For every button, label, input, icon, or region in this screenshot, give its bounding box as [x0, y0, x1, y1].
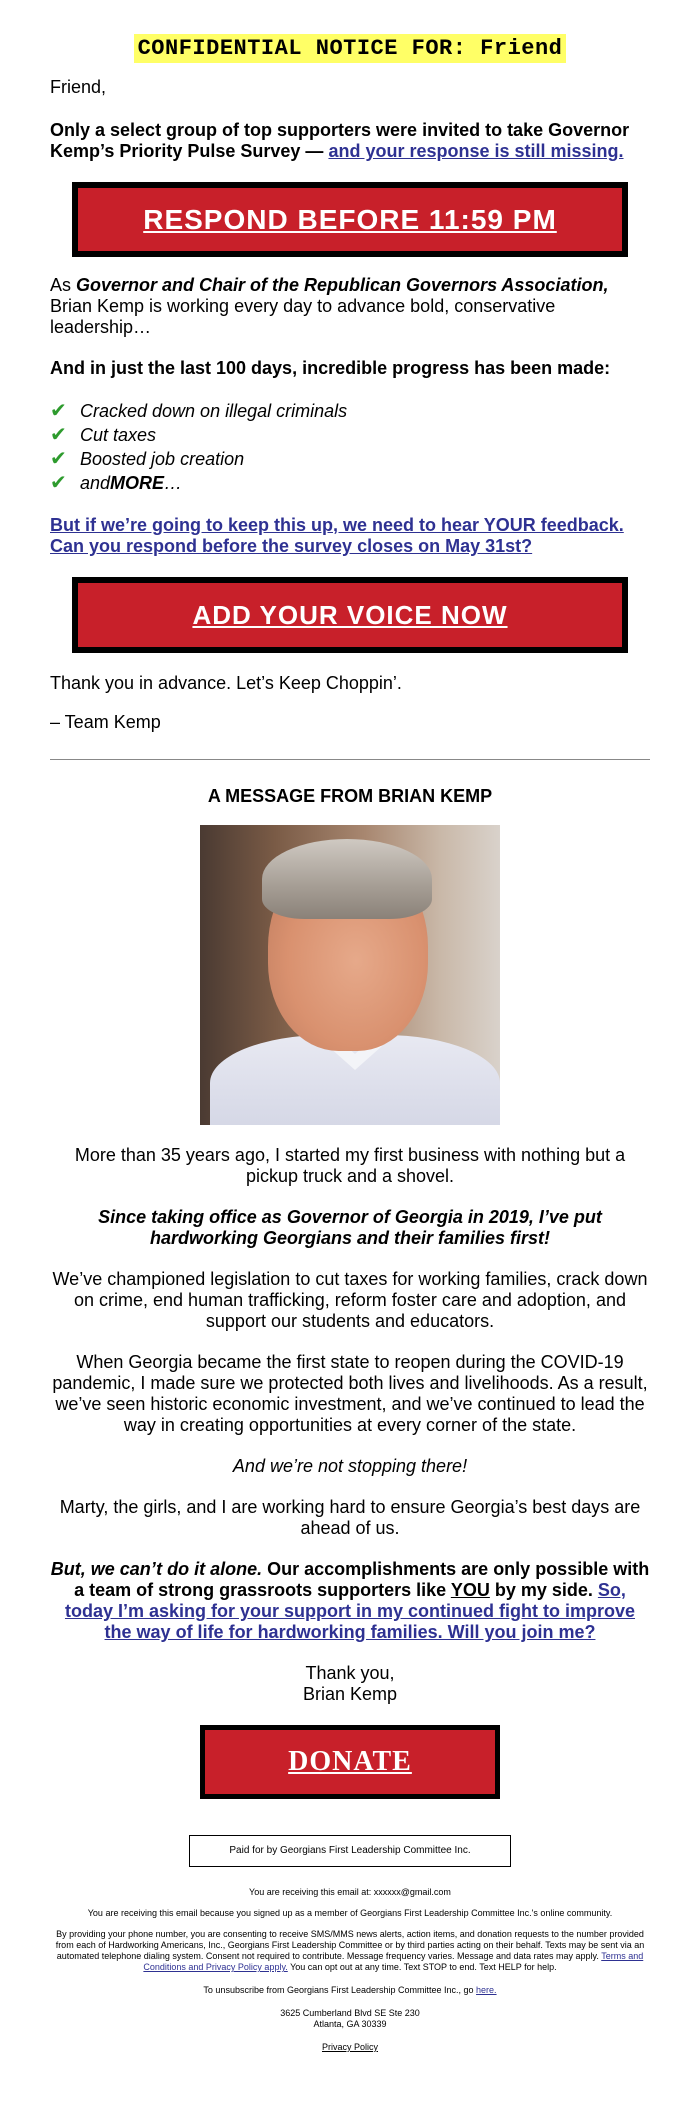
message-p6: Marty, the girls, and I are working hard to ensure Georgia’s best days are ahead of us. [59, 1497, 641, 1538]
message-p7-you: YOU [450, 1580, 490, 1600]
message-p1: More than 35 years ago, I started my first business with nothing but a pickup truck and a shovel. [74, 1145, 626, 1186]
thanks-line: Thank you in advance. Let’s Keep Choppin’. [50, 673, 402, 693]
checkmark-icon: ✔ [50, 448, 67, 470]
footer-email-line: You are receiving this email at: xxxxxx@gmail.com [249, 1887, 451, 1897]
brian-kemp-photo [200, 825, 500, 1125]
footer-unsub-text: To unsubscribe from Georgians First Leadership Committee Inc., go [203, 1985, 477, 1995]
list-item-more: MORE [110, 473, 165, 493]
message-p2: Since taking office as Governor of Georgia in 2019, I’ve put hardworking Georgians and their families first! [98, 1207, 602, 1248]
list-item [50, 471, 650, 495]
signoff: – Team Kemp [50, 712, 161, 732]
progress-heading: And in just the last 100 days, incredible progress has been made: [50, 358, 611, 378]
lead-paragraph [50, 120, 650, 162]
footer-sms-text: By providing your phone number, you are consenting to receive SMS/MMS news alerts, action items, and donation requests to the number provided from each of Hardworking Americans, Inc., Georgians First Leadership Committee or by third parties acting on their behalf. Texts may be sent via an automated telephone dialing system. Consent not required to contribute. Message frequency varies. Message and data rates may apply. [55, 1929, 645, 1961]
message-p7 [50, 1559, 650, 1643]
join-me-link[interactable]: So, today I’m asking for your support in my continued fight to improve the way of life for hardworking families. Will you join me? [64, 1580, 636, 1642]
photo-hair [262, 839, 432, 919]
list-item-suffix: … [164, 473, 183, 493]
donate-button[interactable]: DONATE [200, 1725, 500, 1799]
checkmark-icon: ✔ [50, 400, 67, 422]
feedback-link-2[interactable]: Can you respond before the survey closes on May 31st? [50, 536, 533, 556]
footer-sms-consent [50, 1929, 650, 1973]
feedback-ask [50, 515, 650, 557]
intro-prefix: As [50, 275, 77, 295]
respond-button[interactable]: RESPOND BEFORE 11:59 PM [72, 182, 628, 257]
list-item-text: Cut taxes [80, 425, 157, 445]
missing-response-link[interactable]: and your response is still missing. [328, 141, 624, 161]
checkmark-icon: ✔ [50, 424, 67, 446]
footer-address [50, 2008, 650, 2030]
add-voice-button[interactable]: ADD YOUR VOICE NOW [72, 577, 628, 653]
intro-rest: Brian Kemp is working every day to advance bold, conservative leadership… [50, 296, 556, 337]
paid-for-box: Paid for by Georgians First Leadership Committee Inc. [189, 1835, 511, 1867]
message-p5: And we’re not stopping there! [232, 1456, 468, 1476]
footer-signup-line: You are receiving this email because you signed up as a member of Georgians First Leadership Committee Inc.'s online community. [87, 1908, 613, 1918]
greeting: Friend, [50, 77, 107, 97]
list-item-prefix: and [80, 473, 111, 493]
lead-text: Only a select group of top supporters were invited to take Governor Kemp’s Priority Pulse Survey — [50, 120, 630, 161]
footer-unsubscribe [50, 1985, 650, 1996]
footer [50, 1887, 650, 2053]
terms-link[interactable]: Terms and Conditions and Privacy Policy apply. [143, 1951, 644, 1972]
message-title: A MESSAGE FROM BRIAN KEMP [207, 786, 493, 806]
divider [50, 759, 650, 760]
closing-thanks: Thank you, [305, 1663, 395, 1683]
list-item-text: Boosted job creation [80, 449, 245, 469]
message-p7-text2: by my side. [489, 1580, 598, 1600]
footer-privacy [50, 2042, 650, 2053]
list-item-text: Cracked down on illegal criminals [80, 401, 348, 421]
list-item [50, 399, 650, 423]
address-line-1: 3625 Cumberland Blvd SE Ste 230 [280, 2008, 420, 2018]
list-item [50, 423, 650, 447]
privacy-policy-link[interactable]: Privacy Policy [321, 2042, 378, 2052]
unsubscribe-link[interactable]: here. [476, 1985, 497, 1995]
intro-title: Governor and Chair of the Republican Governors Association, [76, 275, 609, 295]
feedback-link-1[interactable]: But if we’re going to keep this up, we need to hear YOUR feedback. [50, 515, 624, 535]
message-p7-text: Our accomplishments are only possible with a team of strong grassroots supporters like [74, 1559, 650, 1600]
progress-list [50, 399, 650, 495]
confidential-notice: CONFIDENTIAL NOTICE FOR: Friend [134, 34, 567, 63]
message-p7-italic: But, we can’t do it alone. [50, 1559, 263, 1579]
message-p3: We’ve championed legislation to cut taxes for working families, crack down on crime, end human trafficking, reform foster care and adoption, and support our students and educators. [52, 1269, 648, 1331]
message-closing [50, 1663, 650, 1705]
closing-name: Brian Kemp [302, 1684, 398, 1704]
list-item [50, 447, 650, 471]
message-p4: When Georgia became the first state to reopen during the COVID-19 pandemic, I made sure we protected both lives and livelihoods. As a result, we’ve seen historic economic investment, and we’ve continued to lead the way in creating opportunities at every corner of the state. [52, 1352, 648, 1435]
notice-row [50, 34, 650, 63]
address-line-2: Atlanta, GA 30339 [313, 2019, 387, 2029]
footer-sms-tail: You can opt out at any time. Text STOP to end. Text HELP for help. [287, 1962, 557, 1972]
intro-paragraph [50, 275, 650, 338]
checkmark-icon: ✔ [50, 472, 67, 494]
